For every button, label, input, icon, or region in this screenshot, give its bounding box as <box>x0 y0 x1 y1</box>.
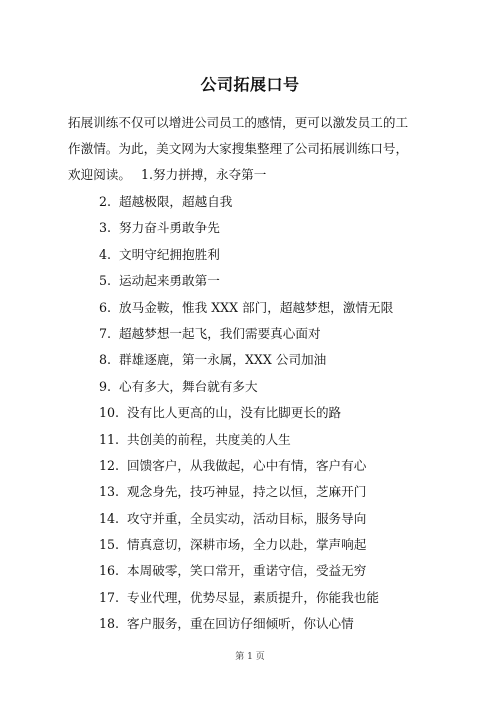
slogan-list <box>99 189 393 638</box>
list-item <box>99 189 393 215</box>
intro-line <box>68 162 432 188</box>
list-item-number: 10. <box>99 405 120 421</box>
intro-line: 拓展训练不仅可以增进公司员工的感情，更可以激发员工的工 <box>68 115 409 130</box>
list-item-text: 超越梦想一起飞，我们需要真心面对 <box>119 325 321 341</box>
list-item <box>99 506 393 532</box>
list-item <box>99 374 393 400</box>
list-item <box>99 321 393 347</box>
intro-paragraph <box>68 110 432 188</box>
list-item <box>99 400 393 426</box>
list-item-text: 群雄逐鹿，第一永属，XXX 公司加油 <box>119 352 327 368</box>
list-item <box>99 295 393 321</box>
intro-line: 作激情。为此，美文网为大家搜集整理了公司拓展训练口号， <box>68 141 409 156</box>
list-item-number: 9. <box>99 378 112 394</box>
list-item <box>99 427 393 453</box>
list-item-number: 16. <box>99 563 120 579</box>
list-item-text: 回馈客户，从我做起，心中有情，客户有心 <box>127 457 367 473</box>
list-item <box>99 585 393 611</box>
list-item-text: 共创美的前程，共度美的人生 <box>127 431 291 447</box>
list-item-number: 12. <box>99 457 120 473</box>
list-item-text: 心有多大，舞台就有多大 <box>119 378 258 394</box>
list-item <box>99 242 393 268</box>
list-item <box>99 479 393 505</box>
list-item-text: 放马金鞍，惟我 XXX 部门，超越梦想，激情无限 <box>119 299 394 315</box>
list-item <box>99 558 393 584</box>
list-item-number: 5. <box>99 273 112 289</box>
list-item-number: 15. <box>99 537 120 553</box>
list-item <box>99 215 393 241</box>
page-number-footer: 第 1 页 <box>235 652 265 662</box>
list-item-number: 17. <box>99 589 120 605</box>
list-item-number: 8. <box>99 352 112 368</box>
list-item-text: 努力拼搏，永夺第一 <box>153 167 267 182</box>
list-item-number: 14. <box>99 510 120 526</box>
list-item-number: 6. <box>99 299 112 315</box>
list-item-text: 文明守纪拥抱胜利 <box>119 246 220 262</box>
list-item-text: 努力奋斗勇敢争先 <box>119 220 220 236</box>
list-item-text: 情真意切，深耕市场，全力以赴，掌声响起 <box>127 537 367 553</box>
intro-last-line: 欢迎阅读。 <box>68 167 131 182</box>
list-item-text: 攻守并重，全员实动，活动目标，服务导向 <box>127 510 367 526</box>
list-item-number: 4. <box>99 246 112 262</box>
list-item <box>99 268 393 294</box>
list-item-number: 2. <box>99 194 112 209</box>
list-item <box>99 453 393 479</box>
list-item-text: 观念身先，技巧神显，持之以恒，芝麻开门 <box>127 484 367 500</box>
list-item-number: 7. <box>99 325 112 341</box>
list-item-number: 11. <box>99 431 120 447</box>
list-item-text: 运动起来勇敢第一 <box>119 273 220 289</box>
list-item-number: 13. <box>99 484 120 500</box>
list-item <box>99 611 393 637</box>
list-item-number: 1. <box>140 167 153 182</box>
list-item-text: 本周破零，笑口常开，重诺守信，受益无穷 <box>127 563 367 579</box>
list-item-number: 3. <box>99 220 112 236</box>
list-item <box>141 167 266 182</box>
list-item <box>99 347 393 373</box>
list-item-text: 客户服务，重在回访仔细倾听，你认心情 <box>127 616 354 632</box>
page-title: 公司拓展口号 <box>200 75 300 94</box>
list-item-text: 专业代理，优势尽显，素质提升，你能我也能 <box>127 589 379 605</box>
list-item-text: 超越极限，超越自我 <box>119 194 233 209</box>
list-item-number: 18. <box>99 616 120 632</box>
list-item <box>99 532 393 558</box>
list-item-text: 没有比人更高的山，没有比脚更长的路 <box>127 405 342 421</box>
